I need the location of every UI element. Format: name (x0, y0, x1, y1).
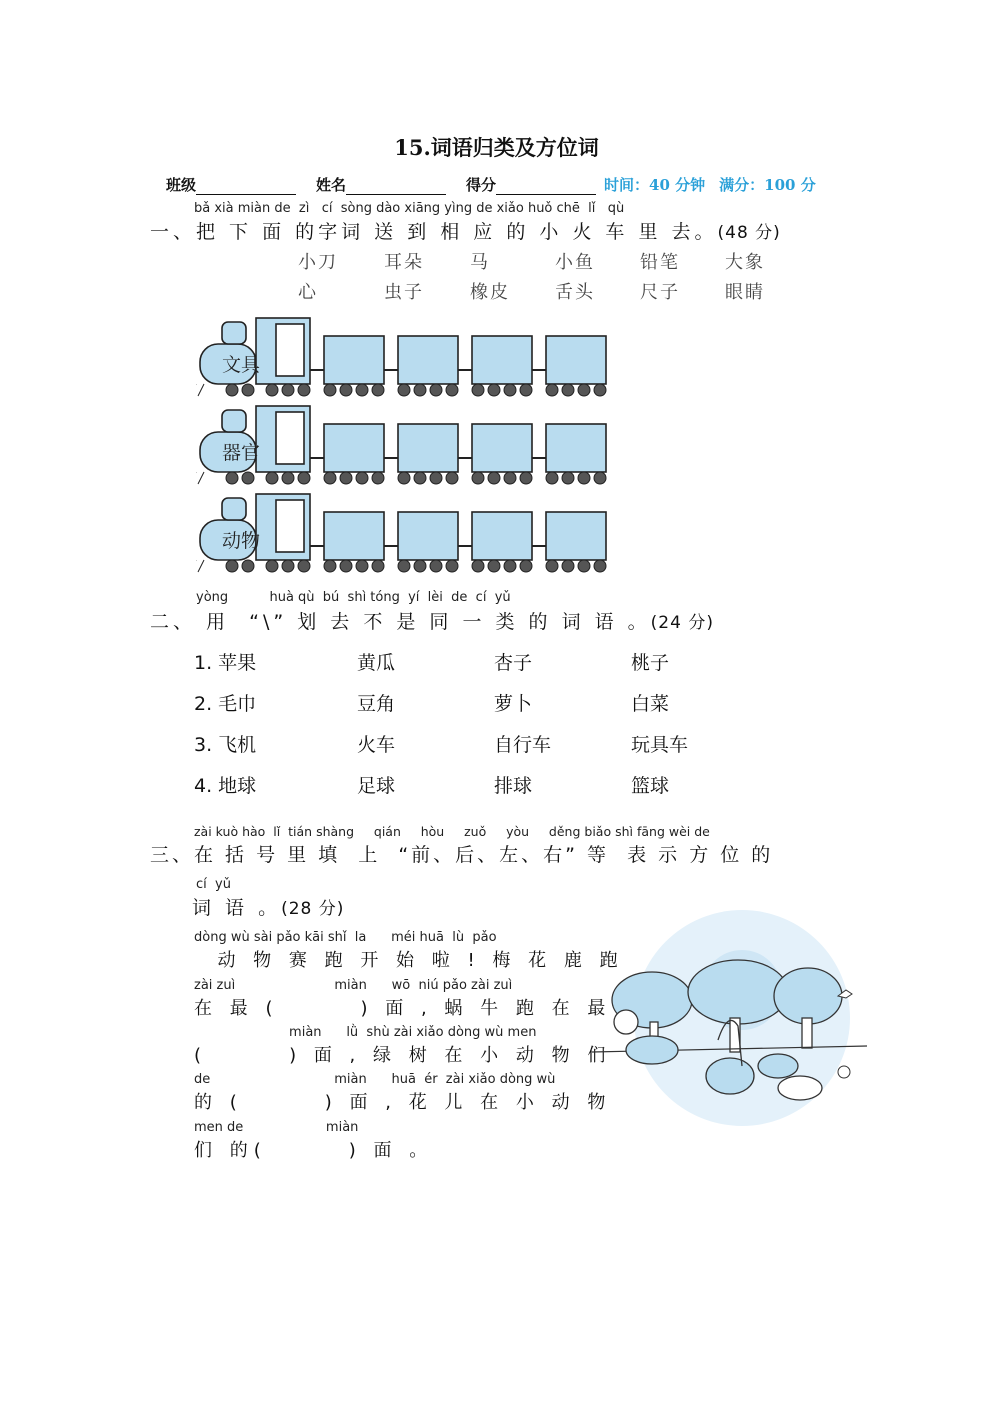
train-label: 文具 (222, 354, 261, 376)
section2-heading-text: 二、 用 “\” 划 去 不 是 同 一 类 的 词 语 。 (150, 611, 651, 633)
para-pinyin: dòng wù sài pǎo kāi shǐ la méi huā lù pǎo (194, 930, 497, 945)
para-line[interactable]: ( ) 面 , 绿 树 在 小 动 物 们 (194, 1045, 612, 1066)
train-organs (196, 402, 616, 490)
train-stationery (196, 314, 616, 402)
word-option[interactable]: 3. 飞机 (194, 734, 257, 756)
word-option[interactable]: 杏子 (494, 652, 533, 674)
word-option[interactable]: 豆角 (357, 693, 396, 715)
word-item: 橡皮 (470, 282, 510, 303)
word-option[interactable]: 自行车 (494, 734, 552, 756)
para-line: 动 物 赛 跑 开 始 啦 ! 梅 花 鹿 跑 (194, 950, 624, 971)
para-pinyin: miàn lǜ shù zài xiǎo dòng wù men (194, 1025, 537, 1040)
word-option[interactable]: 萝卜 (494, 693, 533, 715)
score-label: 得分 (466, 176, 497, 194)
section2-heading (150, 607, 714, 634)
word-item: 铅笔 (640, 252, 680, 273)
train-label: 动物 (222, 530, 261, 552)
word-option[interactable]: 2. 毛巾 (194, 693, 257, 715)
word-item: 小刀 (298, 252, 338, 273)
section1-heading-text: 一、把 下 面 的字词 送 到 相 应 的 小 火 车 里 去。 (150, 221, 718, 243)
animal-race-picture (592, 900, 872, 1130)
word-item: 舌头 (555, 282, 595, 303)
word-option[interactable]: 火车 (357, 734, 396, 756)
section3-pinyin-1: zài kuò hào lǐ tián shàng qián hòu zuǒ yòu děng biǎo shì fāng wèi de (194, 824, 710, 839)
full-score-info: 满分：100 分 (719, 176, 816, 194)
section1-heading (150, 217, 781, 244)
word-option[interactable]: 排球 (494, 775, 533, 797)
word-item: 尺子 (640, 282, 680, 303)
word-item: 耳朵 (384, 252, 424, 273)
para-pinyin: zài zuì miàn wō niú pǎo zài zuì (194, 978, 513, 993)
section3-pinyin-2: cí yǔ (196, 877, 231, 892)
train-animals (196, 490, 616, 578)
name-label: 姓名 (316, 176, 347, 194)
section2-pinyin: yòng huà qù bú shì tóng yí lèi de cí yǔ (196, 590, 511, 605)
train-label: 器官 (222, 442, 261, 464)
section3-score: (28 分) (281, 899, 345, 919)
word-option[interactable]: 白菜 (631, 693, 670, 715)
class-label: 班级 (166, 176, 197, 194)
section2-score: (24 分) (650, 613, 714, 633)
score-blank[interactable] (496, 178, 596, 195)
animal-race-illustration (592, 900, 872, 1134)
para-line[interactable]: 的 ( ) 面 , 花 儿 在 小 动 物 (194, 1092, 612, 1113)
word-item: 马 (470, 252, 490, 273)
para-line[interactable]: 们 的( ) 面 。 (194, 1140, 434, 1161)
page-title: 15.词语归类及方位词 (394, 135, 599, 160)
word-item: 大象 (725, 252, 765, 273)
word-item: 小鱼 (555, 252, 595, 273)
para-pinyin: men de miàn (194, 1120, 359, 1135)
word-option[interactable]: 1. 苹果 (194, 652, 257, 674)
word-option[interactable]: 黄瓜 (357, 652, 396, 674)
word-option[interactable]: 足球 (357, 775, 396, 797)
word-item: 虫子 (384, 282, 424, 303)
section3-heading-2 (192, 893, 344, 920)
para-line[interactable]: 在 最 ( ) 面 , 蜗 牛 跑 在 最 (194, 998, 612, 1019)
section3-heading-1: 三、在 括 号 里 填 上 “前、后、左、右” 等 表 示 方 位 的 (150, 844, 774, 866)
word-option[interactable]: 玩具车 (631, 734, 689, 756)
word-option[interactable]: 桃子 (631, 652, 670, 674)
section3-heading-2-text: 词 语 。 (192, 897, 282, 919)
header-info (166, 174, 816, 195)
word-item: 心 (298, 282, 318, 303)
section1-score: (48 分) (717, 223, 781, 243)
class-blank[interactable] (196, 178, 296, 195)
word-option[interactable]: 篮球 (631, 775, 670, 797)
section1-pinyin: bǎ xià miàn de zì cí sòng dào xiāng yìng de xiǎo huǒ chē lǐ qù (194, 201, 625, 216)
name-blank[interactable] (346, 178, 446, 195)
time-info: 时间：40 分钟 (604, 176, 706, 194)
word-item: 眼睛 (725, 282, 765, 303)
word-option[interactable]: 4. 地球 (194, 775, 257, 797)
para-pinyin: de miàn huā ér zài xiǎo dòng wù (194, 1072, 556, 1087)
